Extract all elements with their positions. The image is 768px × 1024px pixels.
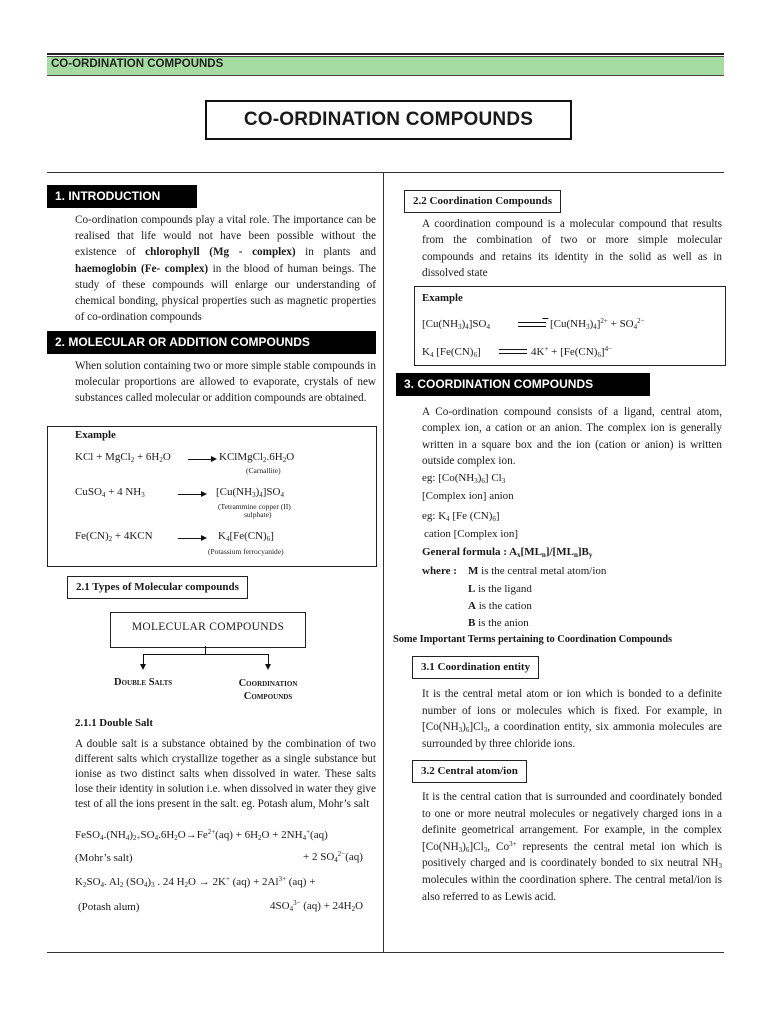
where-l: L is the ligand	[468, 583, 532, 595]
example-box-coordination	[414, 286, 726, 366]
important-terms-heading: Some Important Terms pertaining to Coordination Compounds	[393, 634, 673, 645]
ferrocyanide-note: (Potassium ferrocyanide)	[208, 547, 284, 556]
eq-potash-continuation: $4SO_4^{3-}$ $(aq) + 24H_2O$	[270, 899, 364, 913]
eq-ferrocyanide-lhs: $Fe(CN)_2 + 4KCN$	[75, 530, 153, 543]
subsection-types-heading: 2.1 Types of Molecular compounds	[67, 576, 248, 599]
coordination-paragraph: A Co-ordination compound consists of a ligand, central atom, complex ion, a cation or an anion. The complex ion is generally written in a square box and the ion (cation or anion) is written outside complex ion.	[422, 406, 722, 468]
general-formula: General formula : $A_x[ML_n]/[ML_n]B_y$	[422, 546, 593, 559]
header-band-label: CO-ORDINATION COMPOUNDS	[51, 58, 224, 70]
section-molecular-heading: 2. MOLECULAR OR ADDITION COMPOUNDS	[47, 331, 376, 354]
column-divider	[383, 172, 384, 952]
where-b: B is the anion	[468, 617, 529, 629]
section-coordination-heading: 3. COORDINATION COMPOUNDS	[396, 373, 650, 396]
arrow-line	[178, 538, 202, 539]
subsection-coordination-entity-heading: 3.1 Coordination entity	[412, 656, 539, 679]
diagram-root-box	[110, 612, 306, 648]
example-label: Example	[75, 429, 116, 441]
example-cobalt-complex: eg: $[Co(NH_3)_6]$ $Cl_3$	[422, 472, 506, 485]
cation-complex-ion-label: cation [Complex ion]	[424, 528, 519, 540]
intro-bold-chlorophyll: chlorophyll (Mg - complex)	[145, 246, 296, 259]
diagram-connector	[143, 654, 268, 655]
introduction-paragraph	[75, 212, 376, 325]
example2-label: Example	[422, 292, 463, 304]
diagram-arrowhead	[265, 664, 271, 670]
eq-cu-ammine-rhs: $[Cu(NH_3)_4]^{2+} + SO_4^{2-}$	[550, 317, 645, 331]
section-introduction-heading: 1. INTRODUCTION	[47, 185, 197, 208]
example-box-molecular	[47, 426, 377, 567]
diagram-connector	[268, 654, 269, 664]
diagram-root-label: MOLECULAR COMPOUNDS	[131, 621, 285, 633]
where-label: where :	[422, 565, 457, 577]
intro-text-2: in plants and	[295, 246, 376, 259]
diagram-connector	[143, 654, 144, 664]
where-m: M is the central metal atom/ion	[468, 565, 607, 577]
page-title-box	[205, 100, 572, 140]
header-band	[47, 56, 724, 76]
eq-ferrocyanide-ions-rhs: $4K^+ + [Fe(CN)_6]^{4-}$	[531, 345, 613, 359]
arrow-line	[178, 494, 202, 495]
arrow-head	[201, 491, 207, 497]
subsection-double-salt-heading: 2.1.1 Double Salt	[75, 717, 153, 729]
copper-note-1: (Tetrammine copper (II)	[218, 502, 291, 511]
equilibrium-arrow-tip	[537, 318, 549, 323]
equilibrium-arrow-bottom	[518, 326, 546, 327]
molecular-paragraph: When solution containing two or more simple stable compounds in molecular proportions are allowed to evaporate, crystals of new substances called molecular or addition compounds are obtained.	[75, 360, 376, 405]
diagram-connector	[205, 646, 206, 654]
eq-cu-ammine-lhs: $[Cu(NH_3)_4]SO_4$	[422, 318, 490, 331]
arrow-line	[188, 459, 212, 460]
eq-potash-alum: $K_2SO_4$. $Al_2$ $(SO_4)_3$ . 24 $H_2O \to 2K^+$ $(aq) + 2Al^{3+}$ (aq) +	[75, 875, 316, 889]
arrow-head	[211, 456, 217, 462]
carnallite-note: (Carnallite)	[246, 466, 281, 475]
eq-mohrs-continuation: + 2 $SO_4^{2-}(aq)$	[303, 850, 363, 864]
eq-ferrocyanide-rhs: $K_4[Fe(CN)_6]$	[218, 530, 274, 543]
copper-note-2: sulphate)	[244, 510, 272, 519]
eq-copper-lhs: CuSO$_4$ + 4 $NH_3$	[75, 486, 145, 499]
arrow-head	[201, 535, 207, 541]
example-potassium-complex: eg: $K_4$ [Fe $(CN)_6$]	[422, 510, 500, 523]
potash-alum-note: (Potash alum)	[78, 901, 140, 913]
double-salt-paragraph: A double salt is a substance obtained by the combination of two different salts which crystallize together as a single substance but ionise as two distinct salts when dissolved in water. These salts lose their identity in solution i.e. when dissolved in water they give test of all the ions present in the salt. eg. Potash alum, Mohr’s salt	[75, 738, 376, 811]
eq-carnallite-lhs: KCl + MgCl$_2$ + $6H_2O$	[75, 451, 171, 464]
diagram-leaf-double-salts: Double Salts	[114, 677, 173, 688]
title-bottom-rule	[47, 172, 724, 173]
eq-copper-rhs: $[Cu(NH_3)_4]SO_4$	[216, 486, 284, 499]
header-top-rule	[47, 53, 724, 55]
page-title: CO-ORDINATION COMPOUNDS	[243, 109, 534, 130]
intro-text-3: in the blood of human beings. The study of these compounds will enlarge our understanding of chemical bonding, physical properties such as magnetic properties of co-ordination compounds	[75, 262, 376, 324]
eq-ferrocyanide-ions-lhs: $K_4$ $[Fe(CN)_6]$	[422, 346, 481, 359]
where-a: A is the cation	[468, 600, 532, 612]
eq-carnallite-rhs: $KClMgCl_2.6H_2O$	[219, 451, 295, 464]
diagram-leaf-coordination: Coordination Compounds	[238, 678, 298, 702]
subsection-central-atom-heading: 3.2 Central atom/ion	[412, 760, 527, 783]
complex-ion-anion-label: [Complex ion] anion	[422, 490, 514, 502]
equilibrium-arrow-top	[499, 349, 527, 350]
footer-rule	[47, 952, 724, 953]
intro-bold-haemoglobin: haemoglobin (Fe- complex)	[75, 262, 209, 275]
subsection-coordination-compounds-heading: 2.2 Coordination Compounds	[404, 190, 561, 213]
eq-mohrs-salt: $FeSO_4.(NH_4)_{2+}SO_4.6H_2O\to Fe^{2+}(aq) + 6H_2O + 2NH_4^+(aq)$	[75, 828, 328, 842]
coordination-compounds-paragraph: A coordination compound is a molecular compound that results from the combination of two or more simple molecular compounds and retains its identity in the solid as well as in dissolved state	[422, 218, 722, 280]
central-atom-paragraph: It is the central cation that is surrounded and coordinately bonded to one or more neutral molecules or negatively charged ions in a definite geometrical arrangement. For example, in the complex $[Co(NH_3)_6]Cl_3$, $Co^{3+}$ represents the central metal ion which is positively charged and is coordinately bonded to six neutral $NH_3$ molecules within the coordination sphere. The central metal/ion is also referred to as Lewis acid.	[422, 791, 722, 903]
diagram-arrowhead	[140, 664, 146, 670]
equilibrium-arrow-bottom	[499, 353, 527, 354]
mohrs-salt-note: (Mohr’s salt)	[75, 852, 133, 864]
coordination-entity-paragraph: It is the central metal atom or ion which is bonded to a definite number of ions or molecules which is fixed. For example, in $[Co(NH_3)_6]Cl_3$, a coordination entity, six ammonia molecules are surrounded by three chloride ions.	[422, 688, 722, 750]
intro-text-1: Co-ordination compounds play a vital role. The importance can be realised that life would not have been possible without the existence of	[75, 214, 376, 259]
